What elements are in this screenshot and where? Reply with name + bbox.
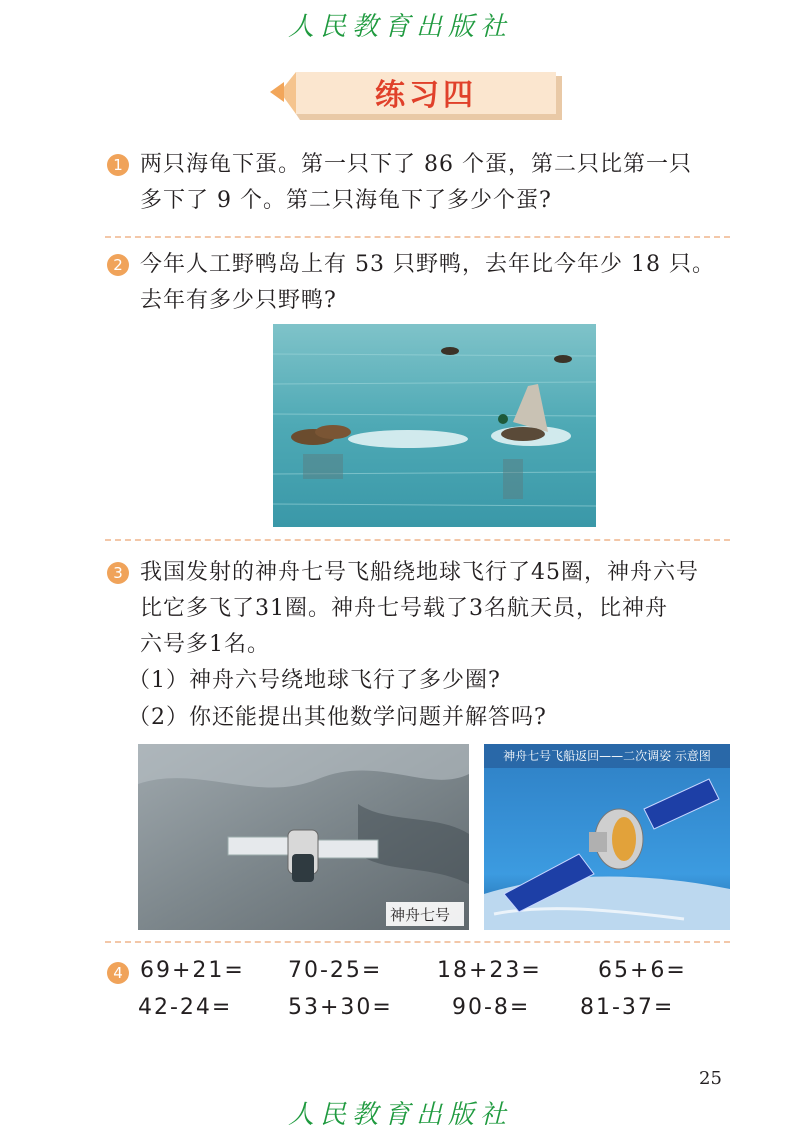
separator <box>105 941 730 943</box>
calc-3: 18+23= <box>437 958 542 983</box>
exercise-3-sub-question-2: （2）你还能提出其他数学问题并解答吗? <box>128 705 547 730</box>
wild-ducks-photo <box>273 324 596 527</box>
exercise-1-number: 1 <box>107 154 129 176</box>
page-title: 练习四 <box>375 78 477 113</box>
exercise-2-number: 2 <box>107 254 129 276</box>
shenzhou-7-photo <box>138 744 469 930</box>
exercise-3-line-1: 我国发射的神舟七号飞船绕地球飞行了45圈，神舟六号 <box>140 560 699 585</box>
exercise-3-line-2: 比它多飞了31圈。神舟七号载了3名航天员，比神舟 <box>140 596 668 621</box>
shenzhou-7-caption: 神舟七号 <box>390 906 451 924</box>
calc-2: 70-25= <box>288 958 383 983</box>
separator <box>105 539 730 541</box>
page-number: 25 <box>699 1068 722 1089</box>
exercise-2-line-1: 今年人工野鸭岛上有 53 只野鸭，去年比今年少 18 只。 <box>140 252 715 277</box>
diagram-header: 神舟七号飞船返回——二次调姿 示意图 <box>503 749 711 763</box>
shenzhou-7-return-diagram <box>484 744 730 930</box>
calc-7: 90-8= <box>452 995 531 1020</box>
exercise-1-line-2: 多下了 9 个。第二只海龟下了多少个蛋? <box>140 188 552 213</box>
exercise-4-number: 4 <box>107 962 129 984</box>
exercise-3-sub-question-1: （1）神舟六号绕地球飞行了多少圈? <box>128 668 501 693</box>
separator <box>105 236 730 238</box>
exercise-3-number: 3 <box>107 562 129 584</box>
calc-6: 53+30= <box>288 995 393 1020</box>
exercise-2-line-2: 去年有多少只野鸭? <box>140 288 337 313</box>
calc-8: 81-37= <box>580 995 675 1020</box>
calc-1: 69+21= <box>140 958 245 983</box>
exercise-3-line-3: 六号多1名。 <box>140 632 270 657</box>
publisher-footer: 人民教育出版社 <box>287 1100 512 1130</box>
title-banner <box>270 70 562 122</box>
calc-5: 42-24= <box>138 995 233 1020</box>
publisher-header: 人民教育出版社 <box>287 12 512 42</box>
calc-4: 65+6= <box>598 958 687 983</box>
exercise-1-line-1: 两只海龟下蛋。第一只下了 86 个蛋，第二只比第一只 <box>140 152 692 177</box>
